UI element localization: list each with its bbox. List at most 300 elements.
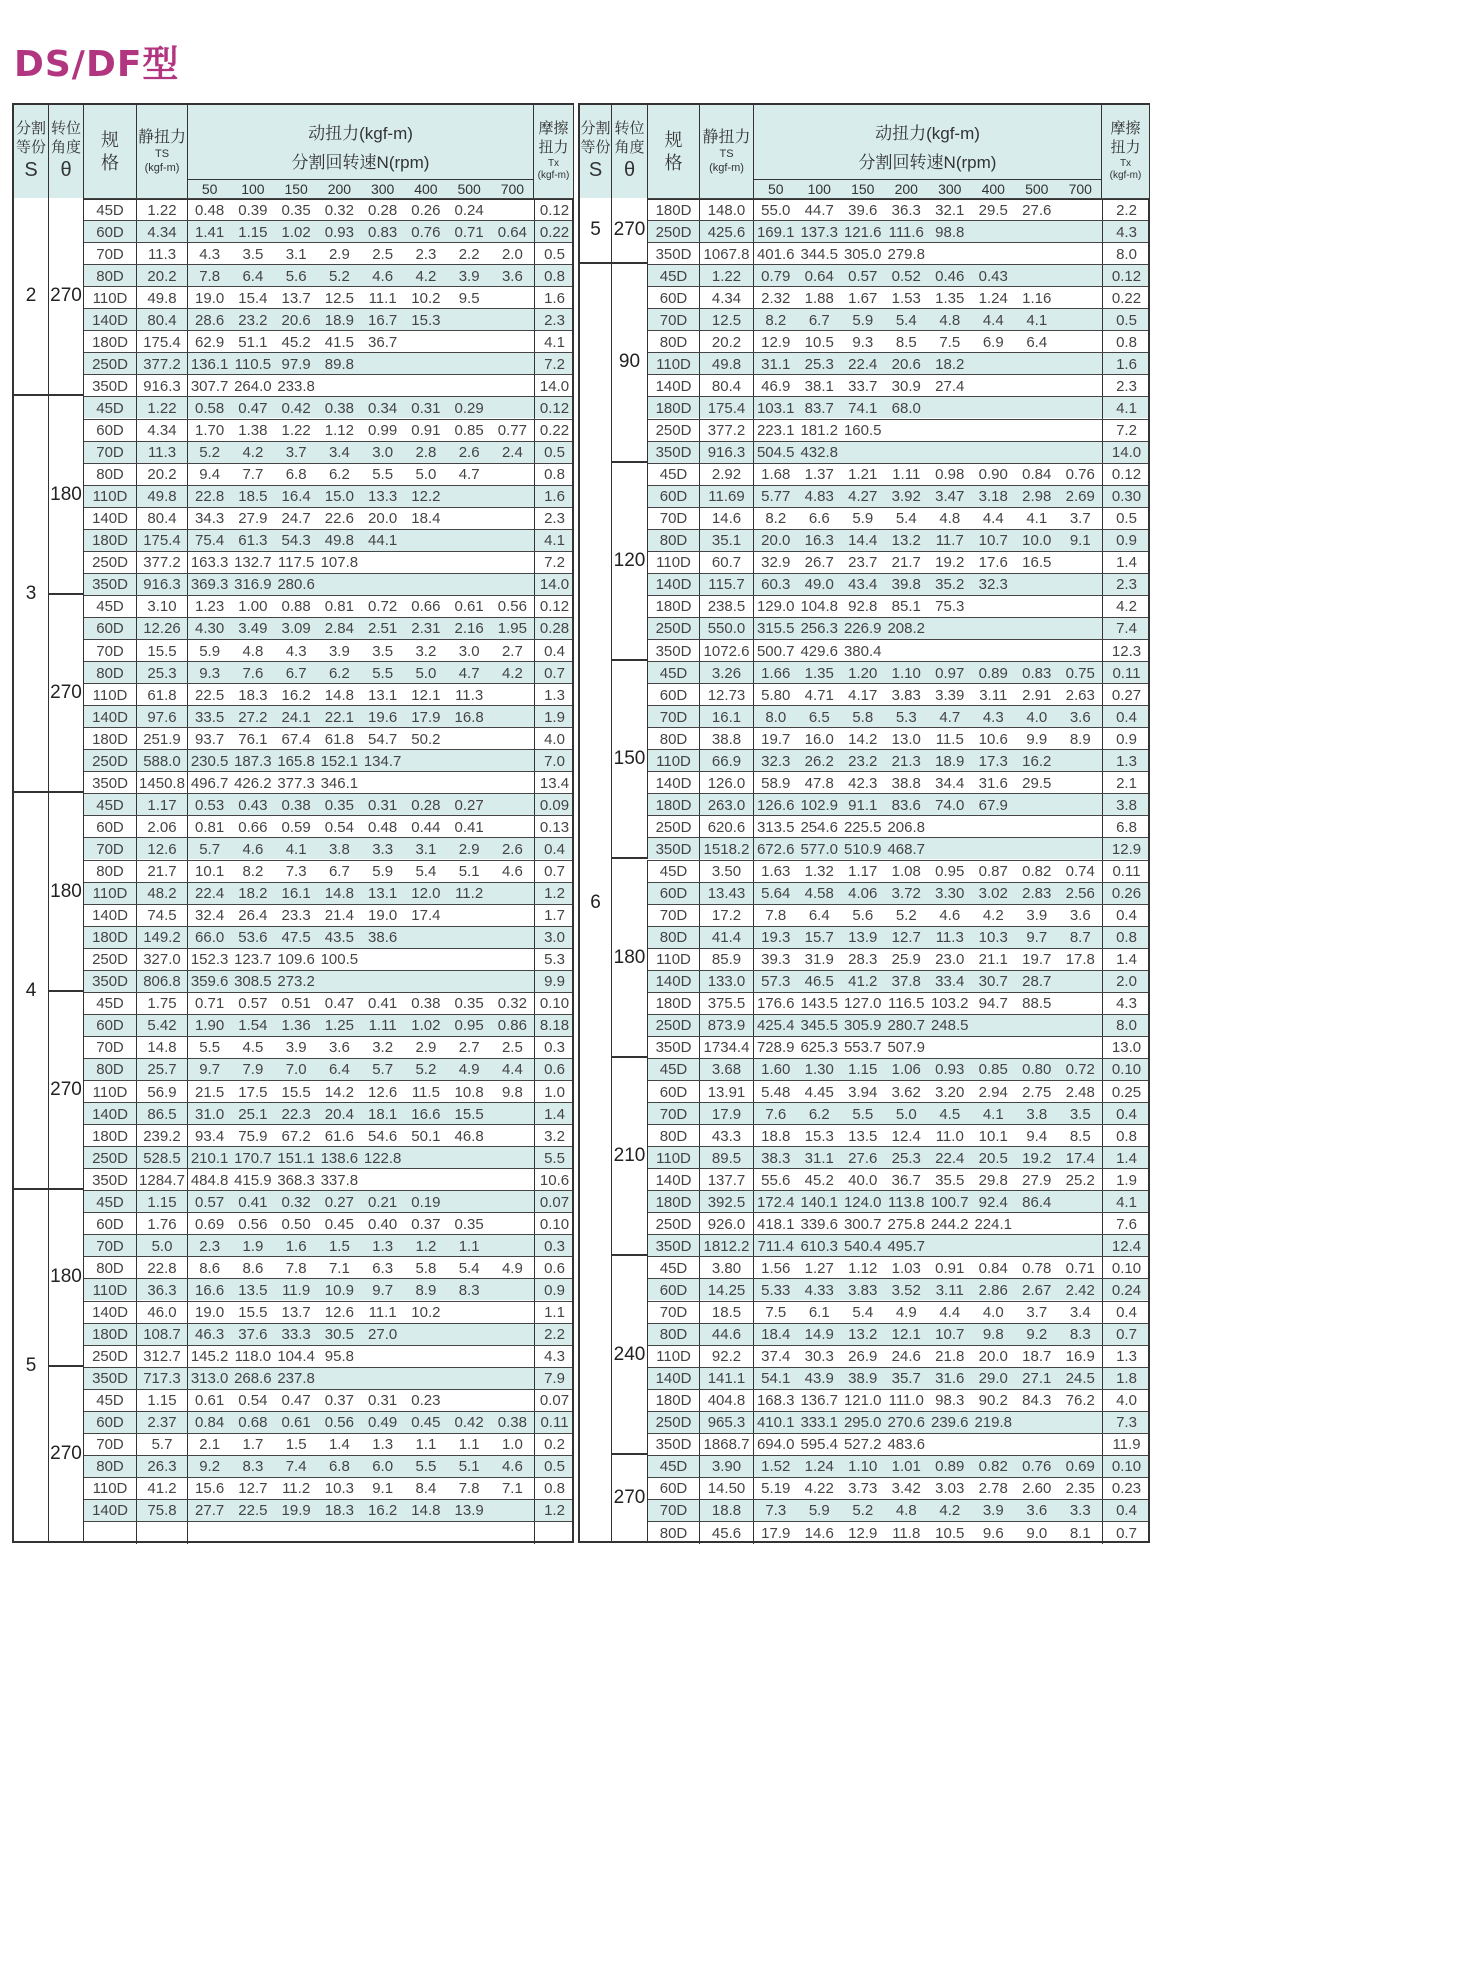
dynamic-torque-cell: 0.72 (1065, 1061, 1095, 1079)
header-spec (648, 105, 700, 198)
static-torque-cell: 1.22 (137, 397, 188, 419)
table-row (84, 992, 572, 1014)
dynamic-torque-cell: 20.6 (891, 355, 921, 373)
dynamic-torque-cell: 610.3 (800, 1237, 839, 1255)
dynamic-torque-cell: 13.1 (368, 885, 398, 903)
dynamic-torque-cell: 359.6 (190, 973, 229, 991)
dynamic-torque-cell (318, 971, 361, 993)
dynamic-torque-cell: 41.5 (324, 333, 354, 351)
spec-cell: 110D (648, 949, 700, 971)
friction-torque-cell: 0.24 (1102, 1279, 1150, 1301)
dynamic-torque-cell: 5.4 (895, 510, 917, 528)
dynamic-torque-cell (404, 1522, 447, 1544)
table-row (648, 220, 1148, 242)
angle-cell: 180 (49, 1190, 84, 1366)
dynamic-torque-cell: 27.9 (238, 510, 268, 528)
header-rpm: 50 (201, 181, 218, 197)
dynamic-torque-cell (448, 949, 491, 971)
dynamic-torque-cell: 83.6 (891, 796, 921, 814)
dynamic-torque-cell: 1.56 (761, 1259, 791, 1277)
dynamic-torque-cell: 176.6 (756, 995, 795, 1013)
spec-cell: 60D (648, 1081, 700, 1103)
dynamic-torque-cell: 6.4 (328, 1061, 350, 1079)
static-torque-cell: 11.69 (700, 486, 754, 508)
dynamic-torque-cell: 152.3 (190, 951, 229, 969)
spec-cell: 350D (648, 640, 700, 662)
dynamic-torque-cell: 256.3 (800, 620, 839, 638)
dynamic-torque-cell (1015, 420, 1059, 442)
friction-torque-cell: 0.30 (1102, 486, 1150, 508)
dynamic-torque-cell: 527.2 (843, 1436, 882, 1454)
dynamic-torque-cell: 11.1 (368, 289, 397, 307)
dynamic-torque-cell: 280.6 (277, 576, 315, 594)
dynamic-torque-cell: 15.5 (281, 1083, 311, 1101)
friction-torque-cell: 7.2 (534, 552, 574, 574)
static-torque-cell: 916.3 (137, 375, 188, 397)
dynamic-torque-cell: 6.7 (328, 863, 350, 881)
dynamic-torque-cell: 29.0 (978, 1370, 1008, 1388)
dynamic-torque-cell: 85.1 (891, 598, 921, 616)
dynamic-torque-cell (1015, 1015, 1059, 1037)
dynamic-torque-cell: 1.21 (848, 466, 878, 484)
dynamic-torque-cell: 0.91 (411, 422, 441, 440)
friction-torque-cell: 8.0 (1102, 1015, 1150, 1037)
spec-cell: 80D (648, 1125, 700, 1147)
dynamic-torque-cell: 3.92 (891, 488, 921, 506)
dynamic-torque-cell: 3.4 (1069, 1304, 1091, 1322)
dynamic-torque-cell (231, 1522, 274, 1544)
header-rpm: 200 (327, 181, 352, 197)
static-torque-cell: 49.8 (137, 287, 188, 309)
spec-cell: 80D (648, 728, 700, 750)
dynamic-torque-cell: 3.7 (1069, 510, 1091, 528)
friction-torque-cell: 13.0 (1102, 1037, 1150, 1059)
dynamic-torque-cell (275, 1522, 318, 1544)
friction-torque-cell: 0.22 (534, 221, 574, 243)
dynamic-torque-cell (1015, 794, 1059, 816)
division-cell: 5 (14, 1190, 49, 1543)
dynamic-torque-cell: 1.27 (804, 1259, 834, 1277)
dynamic-torque-cell: 5.3 (895, 708, 917, 726)
dynamic-torque-cell: 0.28 (368, 201, 398, 219)
dynamic-torque-cell (448, 309, 491, 331)
spec-cell: 180D (648, 596, 700, 618)
dynamic-torque-cell: 49.8 (324, 532, 354, 550)
dynamic-torque-cell: 19.2 (1022, 1149, 1052, 1167)
table-row (648, 1014, 1148, 1036)
spec-cell: 350D (84, 971, 137, 993)
static-torque-cell: 404.8 (700, 1390, 754, 1412)
dynamic-torque-cell: 18.5 (238, 488, 268, 506)
dynamic-torque-cell: 34.3 (195, 510, 225, 528)
dynamic-torque-cell (404, 1169, 447, 1191)
table-row (84, 617, 572, 639)
header-division-line: S (588, 158, 603, 181)
static-torque-cell: 56.9 (137, 1081, 188, 1103)
dynamic-torque-cell: 74.0 (935, 796, 965, 814)
dynamic-torque-cell (448, 1368, 491, 1390)
dynamic-torque-cell: 3.9 (458, 267, 480, 285)
dynamic-torque-cell: 30.7 (978, 973, 1008, 991)
dynamic-torque-cell: 86.4 (1022, 1193, 1052, 1211)
dynamic-torque-cell (491, 508, 534, 530)
dynamic-torque-cell (1059, 221, 1103, 243)
angle-cell: 270 (612, 1455, 648, 1543)
dynamic-torque-cell: 0.76 (411, 223, 441, 241)
dynamic-torque-cell: 1.90 (195, 1017, 225, 1035)
header-rpm: 500 (1025, 181, 1049, 197)
dynamic-torque-cell (448, 508, 491, 530)
spec-cell: 110D (648, 750, 700, 772)
spec-cell: 60D (648, 684, 700, 706)
dynamic-torque-cell: 11.3 (935, 929, 964, 947)
dynamic-torque-cell: 0.79 (761, 267, 791, 285)
dynamic-torque-cell: 0.56 (238, 1215, 268, 1233)
dynamic-torque-cell: 5.4 (415, 863, 437, 881)
spec-cell: 180D (84, 331, 137, 353)
spec-cell: 250D (648, 221, 700, 243)
friction-torque-cell: 1.7 (534, 905, 574, 927)
friction-torque-cell: 0.7 (1102, 1324, 1150, 1346)
dynamic-torque-cell (972, 1235, 1016, 1257)
table-row (648, 1168, 1148, 1190)
dynamic-torque-cell: 5.7 (372, 1061, 394, 1079)
table-row (648, 1102, 1148, 1124)
dynamic-torque-cell: 3.03 (935, 1480, 965, 1498)
table-row (648, 1411, 1148, 1433)
spec-cell: 140D (84, 1302, 137, 1324)
spec-cell: 140D (648, 971, 700, 993)
dynamic-torque-cell: 46.8 (454, 1127, 484, 1145)
dynamic-torque-cell: 22.5 (238, 1502, 268, 1520)
header-static-torque-line: (kgf-m) (144, 161, 180, 174)
dynamic-torque-cell: 0.43 (978, 267, 1008, 285)
dynamic-torque-cell: 83.7 (804, 399, 834, 417)
dynamic-torque-cell: 0.40 (368, 1215, 398, 1233)
dynamic-torque-cell: 3.0 (372, 444, 394, 462)
dynamic-torque-cell (404, 353, 447, 375)
dynamic-torque-cell: 1.23 (195, 598, 225, 616)
dynamic-torque-cell: 14.8 (324, 686, 354, 704)
static-torque-cell: 4.34 (137, 420, 188, 442)
friction-torque-cell: 2.3 (1102, 375, 1150, 397)
spec-cell: 60D (84, 816, 137, 838)
dynamic-torque-cell: 553.7 (843, 1039, 882, 1057)
dynamic-torque-cell (404, 750, 447, 772)
dynamic-torque-cell: 0.50 (281, 1215, 311, 1233)
dynamic-torque-cell: 305.9 (843, 1017, 882, 1035)
dynamic-torque-cell (928, 397, 972, 419)
dynamic-torque-cell: 2.2 (458, 245, 480, 263)
angle-cell: 270 (49, 992, 84, 1190)
dynamic-torque-cell: 9.2 (1026, 1326, 1048, 1344)
table-row (84, 1301, 572, 1323)
dynamic-torque-cell (361, 552, 404, 574)
table-row (648, 1345, 1148, 1367)
dynamic-torque-cell (404, 375, 447, 397)
dynamic-torque-cell: 1.60 (761, 1061, 791, 1079)
header-rpm: 150 (284, 181, 308, 197)
dynamic-torque-cell: 5.8 (852, 708, 874, 726)
spec-cell: 250D (84, 949, 137, 971)
header-angle-line: θ (623, 158, 636, 181)
dynamic-torque-cell (491, 1302, 534, 1324)
dynamic-torque-cell (1015, 1434, 1059, 1456)
dynamic-torque-cell: 0.31 (368, 796, 398, 814)
dynamic-torque-cell: 170.7 (234, 1149, 272, 1167)
dynamic-torque-cell: 418.1 (756, 1215, 795, 1233)
dynamic-torque-cell: 7.5 (765, 1304, 787, 1322)
header-angle-line: 转位 (614, 120, 645, 138)
dynamic-torque-cell (1015, 243, 1059, 265)
static-torque-cell: 3.26 (700, 662, 754, 684)
dynamic-torque-cell: 1.3 (372, 1436, 394, 1454)
static-torque-cell: 89.5 (700, 1147, 754, 1169)
dynamic-torque-cell: 22.4 (195, 885, 225, 903)
dynamic-torque-cell: 4.83 (804, 488, 834, 506)
static-torque-cell: 1868.7 (700, 1434, 754, 1456)
dynamic-torque-cell: 0.46 (935, 267, 965, 285)
dynamic-torque-cell: 32.1 (935, 201, 965, 219)
dynamic-torque-cell: 165.8 (277, 752, 315, 770)
dynamic-torque-cell: 26.2 (804, 752, 834, 770)
dynamic-torque-cell: 5.9 (852, 311, 874, 329)
table-row (84, 308, 572, 330)
dynamic-torque-cell: 169.1 (756, 223, 795, 241)
friction-torque-cell: 1.4 (1102, 949, 1150, 971)
dynamic-torque-cell: 23.0 (935, 951, 965, 969)
angle-cell: 210 (612, 1058, 648, 1256)
dynamic-torque-cell: 129.0 (756, 598, 795, 616)
dynamic-torque-cell: 1.95 (497, 620, 527, 638)
dynamic-torque-cell: 0.93 (935, 1061, 965, 1079)
table-row (648, 308, 1148, 330)
dynamic-torque-cell: 0.53 (195, 796, 225, 814)
spec-cell: 110D (84, 883, 137, 905)
table-row (84, 904, 572, 926)
dynamic-torque-cell: 24.1 (281, 708, 311, 726)
friction-torque-cell: 0.9 (1102, 530, 1150, 552)
static-torque-cell: 377.2 (700, 420, 754, 442)
dynamic-torque-cell: 14.2 (848, 730, 878, 748)
spec-cell: 45D (648, 1257, 700, 1279)
dynamic-torque-cell: 27.7 (195, 1502, 225, 1520)
dynamic-torque-cell: 12.6 (368, 1083, 398, 1101)
table-row (648, 771, 1148, 793)
dynamic-torque-cell: 5.80 (761, 686, 791, 704)
dynamic-torque-cell: 377.3 (277, 774, 315, 792)
static-torque-cell: 873.9 (700, 1015, 754, 1037)
dynamic-torque-cell: 13.5 (848, 1127, 878, 1145)
dynamic-torque-cell: 3.72 (891, 885, 921, 903)
table-row (648, 1124, 1148, 1146)
table-row (84, 793, 572, 815)
spec-cell: 80D (648, 1324, 700, 1346)
dynamic-torque-cell: 5.6 (852, 907, 874, 925)
spec-cell: 110D (648, 1147, 700, 1169)
dynamic-torque-cell: 35.2 (935, 576, 965, 594)
table-row (648, 1278, 1148, 1300)
dynamic-torque-cell: 14.8 (324, 885, 354, 903)
static-torque-cell: 550.0 (700, 618, 754, 640)
dynamic-torque-cell: 17.6 (978, 554, 1008, 572)
static-torque-cell: 1.15 (137, 1191, 188, 1213)
header-static-torque (137, 105, 188, 198)
spec-cell: 140D (648, 772, 700, 794)
dynamic-torque-cell: 5.0 (415, 664, 437, 682)
static-torque-cell: 38.8 (700, 728, 754, 750)
dynamic-torque-cell: 118.0 (234, 1348, 272, 1366)
spec-cell: 180D (648, 993, 700, 1015)
dynamic-torque-cell (972, 596, 1016, 618)
dynamic-torque-cell: 0.77 (497, 422, 527, 440)
dynamic-torque-cell: 172.4 (756, 1193, 795, 1211)
dynamic-torque-cell: 0.35 (324, 796, 354, 814)
dynamic-torque-cell: 9.3 (852, 333, 874, 351)
dynamic-torque-cell: 25.3 (804, 355, 834, 373)
dynamic-torque-cell (1059, 1015, 1103, 1037)
friction-torque-cell: 0.8 (1102, 927, 1150, 949)
dynamic-torque-cell: 9.4 (1026, 1127, 1048, 1145)
dynamic-torque-cell: 333.1 (800, 1414, 839, 1432)
dynamic-torque-cell: 7.1 (501, 1480, 523, 1498)
dynamic-torque-cell: 39.6 (848, 201, 878, 219)
static-torque-cell: 1812.2 (700, 1235, 754, 1257)
dynamic-torque-cell (491, 1500, 534, 1522)
table-row (84, 1455, 572, 1477)
table-row (648, 1389, 1148, 1411)
dynamic-torque-cell: 22.4 (935, 1149, 965, 1167)
dynamic-torque-cell: 3.9 (982, 1502, 1004, 1520)
table-row (648, 661, 1148, 683)
static-torque-cell: 5.0 (137, 1235, 188, 1257)
header-angle (49, 105, 84, 198)
dynamic-torque-cell: 4.6 (501, 1458, 523, 1476)
dynamic-torque-cell: 113.8 (888, 1193, 925, 1211)
dynamic-torque-cell: 3.18 (978, 488, 1008, 506)
static-torque-cell: 44.6 (700, 1324, 754, 1346)
dynamic-torque-cell: 0.34 (368, 399, 398, 417)
dynamic-torque-cell: 0.49 (368, 1414, 398, 1432)
dynamic-torque-cell: 2.94 (978, 1083, 1008, 1101)
dynamic-torque-cell: 2.42 (1065, 1281, 1095, 1299)
dynamic-torque-cell: 9.6 (982, 1524, 1004, 1542)
dynamic-torque-cell: 9.9 (1026, 730, 1048, 748)
dynamic-torque-cell (491, 375, 534, 397)
dynamic-torque-cell: 1.52 (761, 1458, 791, 1476)
dynamic-torque-cell: 6.2 (328, 664, 350, 682)
dynamic-torque-cell: 0.51 (281, 995, 311, 1013)
dynamic-torque-cell (448, 574, 491, 596)
dynamic-torque-cell: 2.69 (1065, 488, 1095, 506)
dynamic-torque-cell (491, 927, 534, 949)
dynamic-torque-cell: 16.4 (281, 488, 311, 506)
dynamic-torque-cell: 17.5 (238, 1083, 268, 1101)
angle-cell: 180 (49, 396, 84, 594)
dynamic-torque-cell: 6.4 (242, 267, 264, 285)
static-torque-cell: 108.7 (137, 1324, 188, 1346)
friction-torque-cell: 1.9 (1102, 1169, 1150, 1191)
table-row (648, 683, 1148, 705)
dynamic-torque-cell: 0.57 (848, 267, 878, 285)
friction-torque-cell: 0.07 (534, 1390, 574, 1412)
dynamic-torque-cell: 3.7 (1026, 1304, 1048, 1322)
dynamic-torque-cell: 117.5 (277, 554, 315, 572)
dynamic-torque-cell: 152.1 (320, 752, 359, 770)
dynamic-torque-cell (361, 1346, 404, 1368)
dynamic-torque-cell: 0.59 (281, 818, 311, 836)
dynamic-torque-cell: 26.7 (804, 554, 834, 572)
friction-torque-cell: 1.1 (534, 1302, 574, 1324)
dynamic-torque-cell: 4.1 (285, 840, 307, 858)
dynamic-torque-cell: 5.5 (372, 466, 394, 484)
dynamic-torque-cell: 5.1 (458, 863, 480, 881)
table-row (84, 264, 572, 286)
header-angle-line: 角度 (50, 139, 81, 156)
friction-torque-cell: 4.0 (534, 728, 574, 750)
friction-torque-cell: 1.4 (1102, 552, 1150, 574)
dynamic-torque-cell: 5.9 (372, 863, 394, 881)
header-division-line: 等份 (15, 139, 46, 156)
dynamic-torque-cell: 54.3 (281, 532, 311, 550)
dynamic-torque-cell: 0.82 (1022, 863, 1052, 881)
dynamic-torque-cell: 0.29 (454, 399, 484, 417)
dynamic-torque-cell: 32.3 (761, 752, 791, 770)
header-dynamic-torque (188, 105, 534, 198)
dynamic-torque-cell: 50.1 (411, 1127, 441, 1145)
dynamic-torque-cell: 0.28 (411, 796, 441, 814)
dynamic-torque-cell (491, 1279, 534, 1301)
table-row (648, 1499, 1148, 1521)
dynamic-torque-cell: 4.3 (982, 708, 1004, 726)
dynamic-torque-cell: 0.76 (1065, 466, 1095, 484)
spec-cell: 180D (84, 530, 137, 552)
dynamic-torque-cell: 103.1 (756, 399, 795, 417)
dynamic-torque-cell: 4.33 (804, 1281, 834, 1299)
dynamic-torque-cell (1015, 838, 1059, 860)
division-cell: 4 (14, 793, 49, 1190)
dynamic-torque-cell (491, 1191, 534, 1213)
dynamic-torque-cell (885, 442, 929, 464)
dynamic-torque-cell (1015, 816, 1059, 838)
dynamic-torque-cell: 0.76 (1022, 1458, 1052, 1476)
spec-cell: 250D (648, 420, 700, 442)
dynamic-torque-cell: 41.2 (848, 973, 878, 991)
dynamic-torque-cell: 0.97 (935, 664, 965, 682)
dynamic-torque-cell: 18.3 (238, 686, 268, 704)
dynamic-torque-cell: 31.1 (804, 1149, 834, 1167)
spec-cell: 110D (84, 486, 137, 508)
dynamic-torque-cell (1015, 353, 1059, 375)
header-rpm: 300 (938, 181, 962, 197)
dynamic-torque-cell (404, 574, 447, 596)
dynamic-torque-cell: 61.8 (324, 730, 354, 748)
dynamic-torque-cell (448, 905, 491, 927)
dynamic-torque-cell: 7.7 (242, 466, 264, 484)
dynamic-torque-cell: 109.6 (277, 951, 315, 969)
static-torque-cell: 5.7 (137, 1434, 188, 1456)
friction-torque-cell: 0.12 (1102, 464, 1150, 486)
friction-torque-cell: 2.2 (534, 1324, 574, 1346)
dynamic-torque-cell: 1.1 (458, 1237, 480, 1255)
dynamic-torque-cell (972, 618, 1016, 640)
dynamic-torque-cell: 0.42 (281, 399, 311, 417)
dynamic-torque-cell: 9.8 (501, 1083, 523, 1101)
dynamic-torque-cell: 1.22 (281, 422, 311, 440)
dynamic-torque-cell: 34.4 (935, 774, 965, 792)
dynamic-torque-cell: 1.15 (848, 1061, 878, 1079)
spec-cell: 60D (648, 883, 700, 905)
